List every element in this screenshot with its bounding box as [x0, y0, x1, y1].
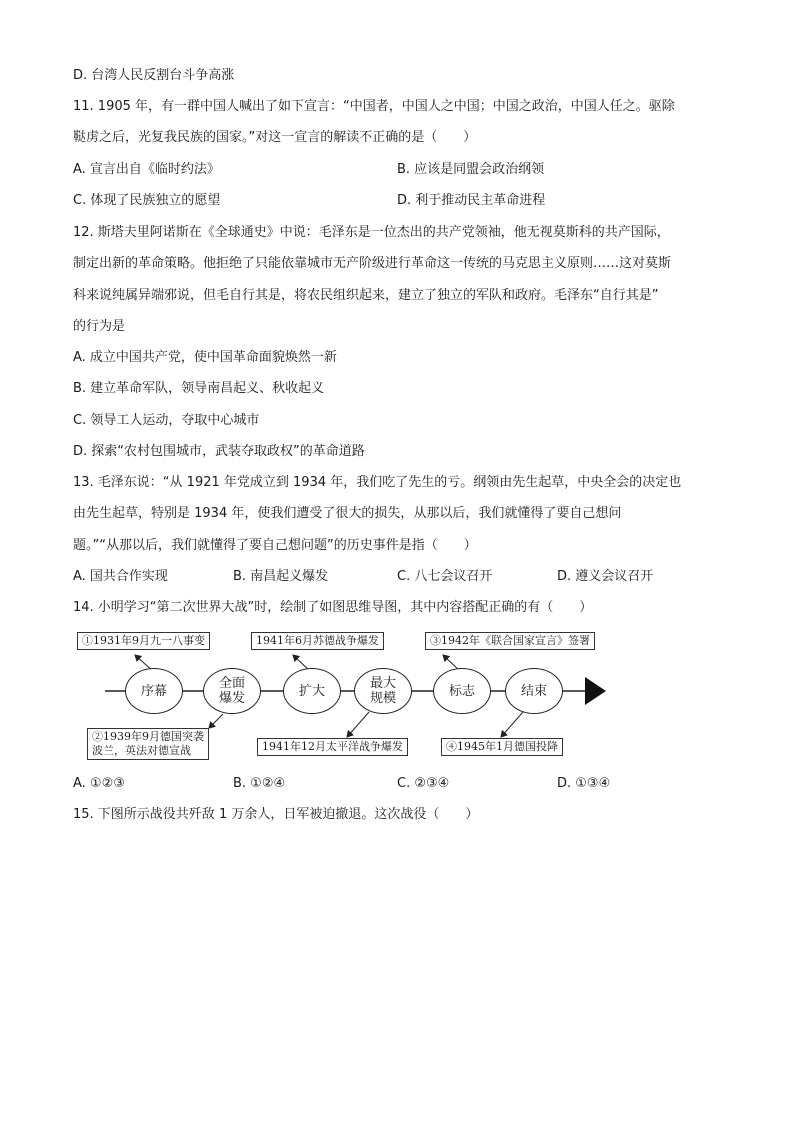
event-box-4: ④1945年1月德国投降: [441, 738, 563, 756]
q10-option-d: D. 台湾人民反割台斗争高涨: [73, 68, 235, 83]
q12-option-a: A. 成立中国共产党，使中国革命面貌焕然一新: [73, 350, 337, 365]
q13-stem-line1: 13. 毛泽东说：“从 1921 年党成立到 1934 年，我们吃了先生的亏。纲领由先生起草，中央全会的决定也: [73, 475, 682, 490]
ww2-mind-map: [73, 628, 633, 760]
q11-option-a: A. 宣言出自《临时约法》: [73, 162, 220, 177]
q11-option-d: D. 利于推动民主革命进程: [397, 193, 546, 208]
q13-stem-line3: 题。”“从那以后，我们就懂得了要自己想问题”的历史事件是指（ ）: [73, 538, 477, 553]
q12-option-d: D. 探索“农村包围城市，武装夺取政权”的革命道路: [73, 444, 365, 459]
q13-option-b: B. 南昌起义爆发: [233, 569, 329, 584]
q12-option-c: C. 领导工人运动，夺取中心城市: [73, 413, 260, 428]
q12-stem-line3: 科来说纯属异端邪说，但毛自行其是，将农民组织起来，建立了独立的军队和政府。毛泽东“自行其是”: [73, 288, 659, 303]
node-full-outbreak: 全面 爆发: [203, 668, 261, 714]
event-box-3: ③1942年《联合国家宣言》签署: [425, 632, 595, 650]
event-box-2: ②1939年9月德国突袭 波兰，英法对德宣战: [87, 728, 209, 760]
q12-option-b: B. 建立革命军队，领导南昌起义、秋收起义: [73, 381, 325, 396]
q14-option-c: C. ②③④: [397, 776, 450, 791]
q11-option-c: C. 体现了民族独立的愿望: [73, 193, 221, 208]
node-prelude: 序幕: [125, 668, 183, 714]
q13-option-c: C. 八七会议召开: [397, 569, 493, 584]
q13-option-d: D. 遵义会议召开: [557, 569, 654, 584]
node-milestone: 标志: [433, 668, 491, 714]
q12-stem-line4: 的行为是: [73, 319, 126, 334]
event-box-1: ①1931年9月九一八事变: [77, 632, 210, 650]
node-largest-scale: 最大 规模: [354, 668, 412, 714]
timeline-arrowhead: [585, 677, 606, 705]
q11-stem-line2: 鞑虏之后，光复我民族的国家。”对这一宣言的解读不正确的是（ ）: [73, 130, 477, 145]
node-expansion: 扩大: [283, 668, 341, 714]
q12-stem-line2: 制定出新的革命策略。他拒绝了只能依靠城市无产阶级进行革命这一传统的马克思主义原则……这对莫斯: [73, 256, 672, 271]
node-end: 结束: [505, 668, 563, 714]
q14-option-b: B. ①②④: [233, 776, 286, 791]
event-box-pacific-war: 1941年12月太平洋战争爆发: [257, 738, 408, 756]
q15-stem: 15. 下图所示战役共歼敌 1 万余人，日军被迫撤退。这次战役（ ）: [73, 807, 479, 822]
q11-stem-line1: 11. 1905 年，有一群中国人喊出了如下宣言：“中国者，中国人之中国；中国之政治，中国人任之。驱除: [73, 99, 675, 114]
q13-stem-line2: 由先生起草，特别是 1934 年，使我们遭受了很大的损失，从那以后，我们就懂得了要自己想问: [73, 506, 622, 521]
q14-stem: 14. 小明学习“第二次世界大战”时，绘制了如图思维导图，其中内容搭配正确的有（ ）: [73, 600, 593, 615]
q13-option-a: A. 国共合作实现: [73, 569, 168, 584]
q14-option-a: A. ①②③: [73, 776, 125, 791]
event-box-soviet-german-war: 1941年6月苏德战争爆发: [251, 632, 384, 650]
q11-option-b: B. 应该是同盟会政治纲领: [397, 162, 545, 177]
q12-stem-line1: 12. 斯塔夫里阿诺斯在《全球通史》中说：毛泽东是一位杰出的共产党领袖，他无视莫斯科的共产国际，: [73, 225, 670, 240]
q14-option-d: D. ①③④: [557, 776, 611, 791]
